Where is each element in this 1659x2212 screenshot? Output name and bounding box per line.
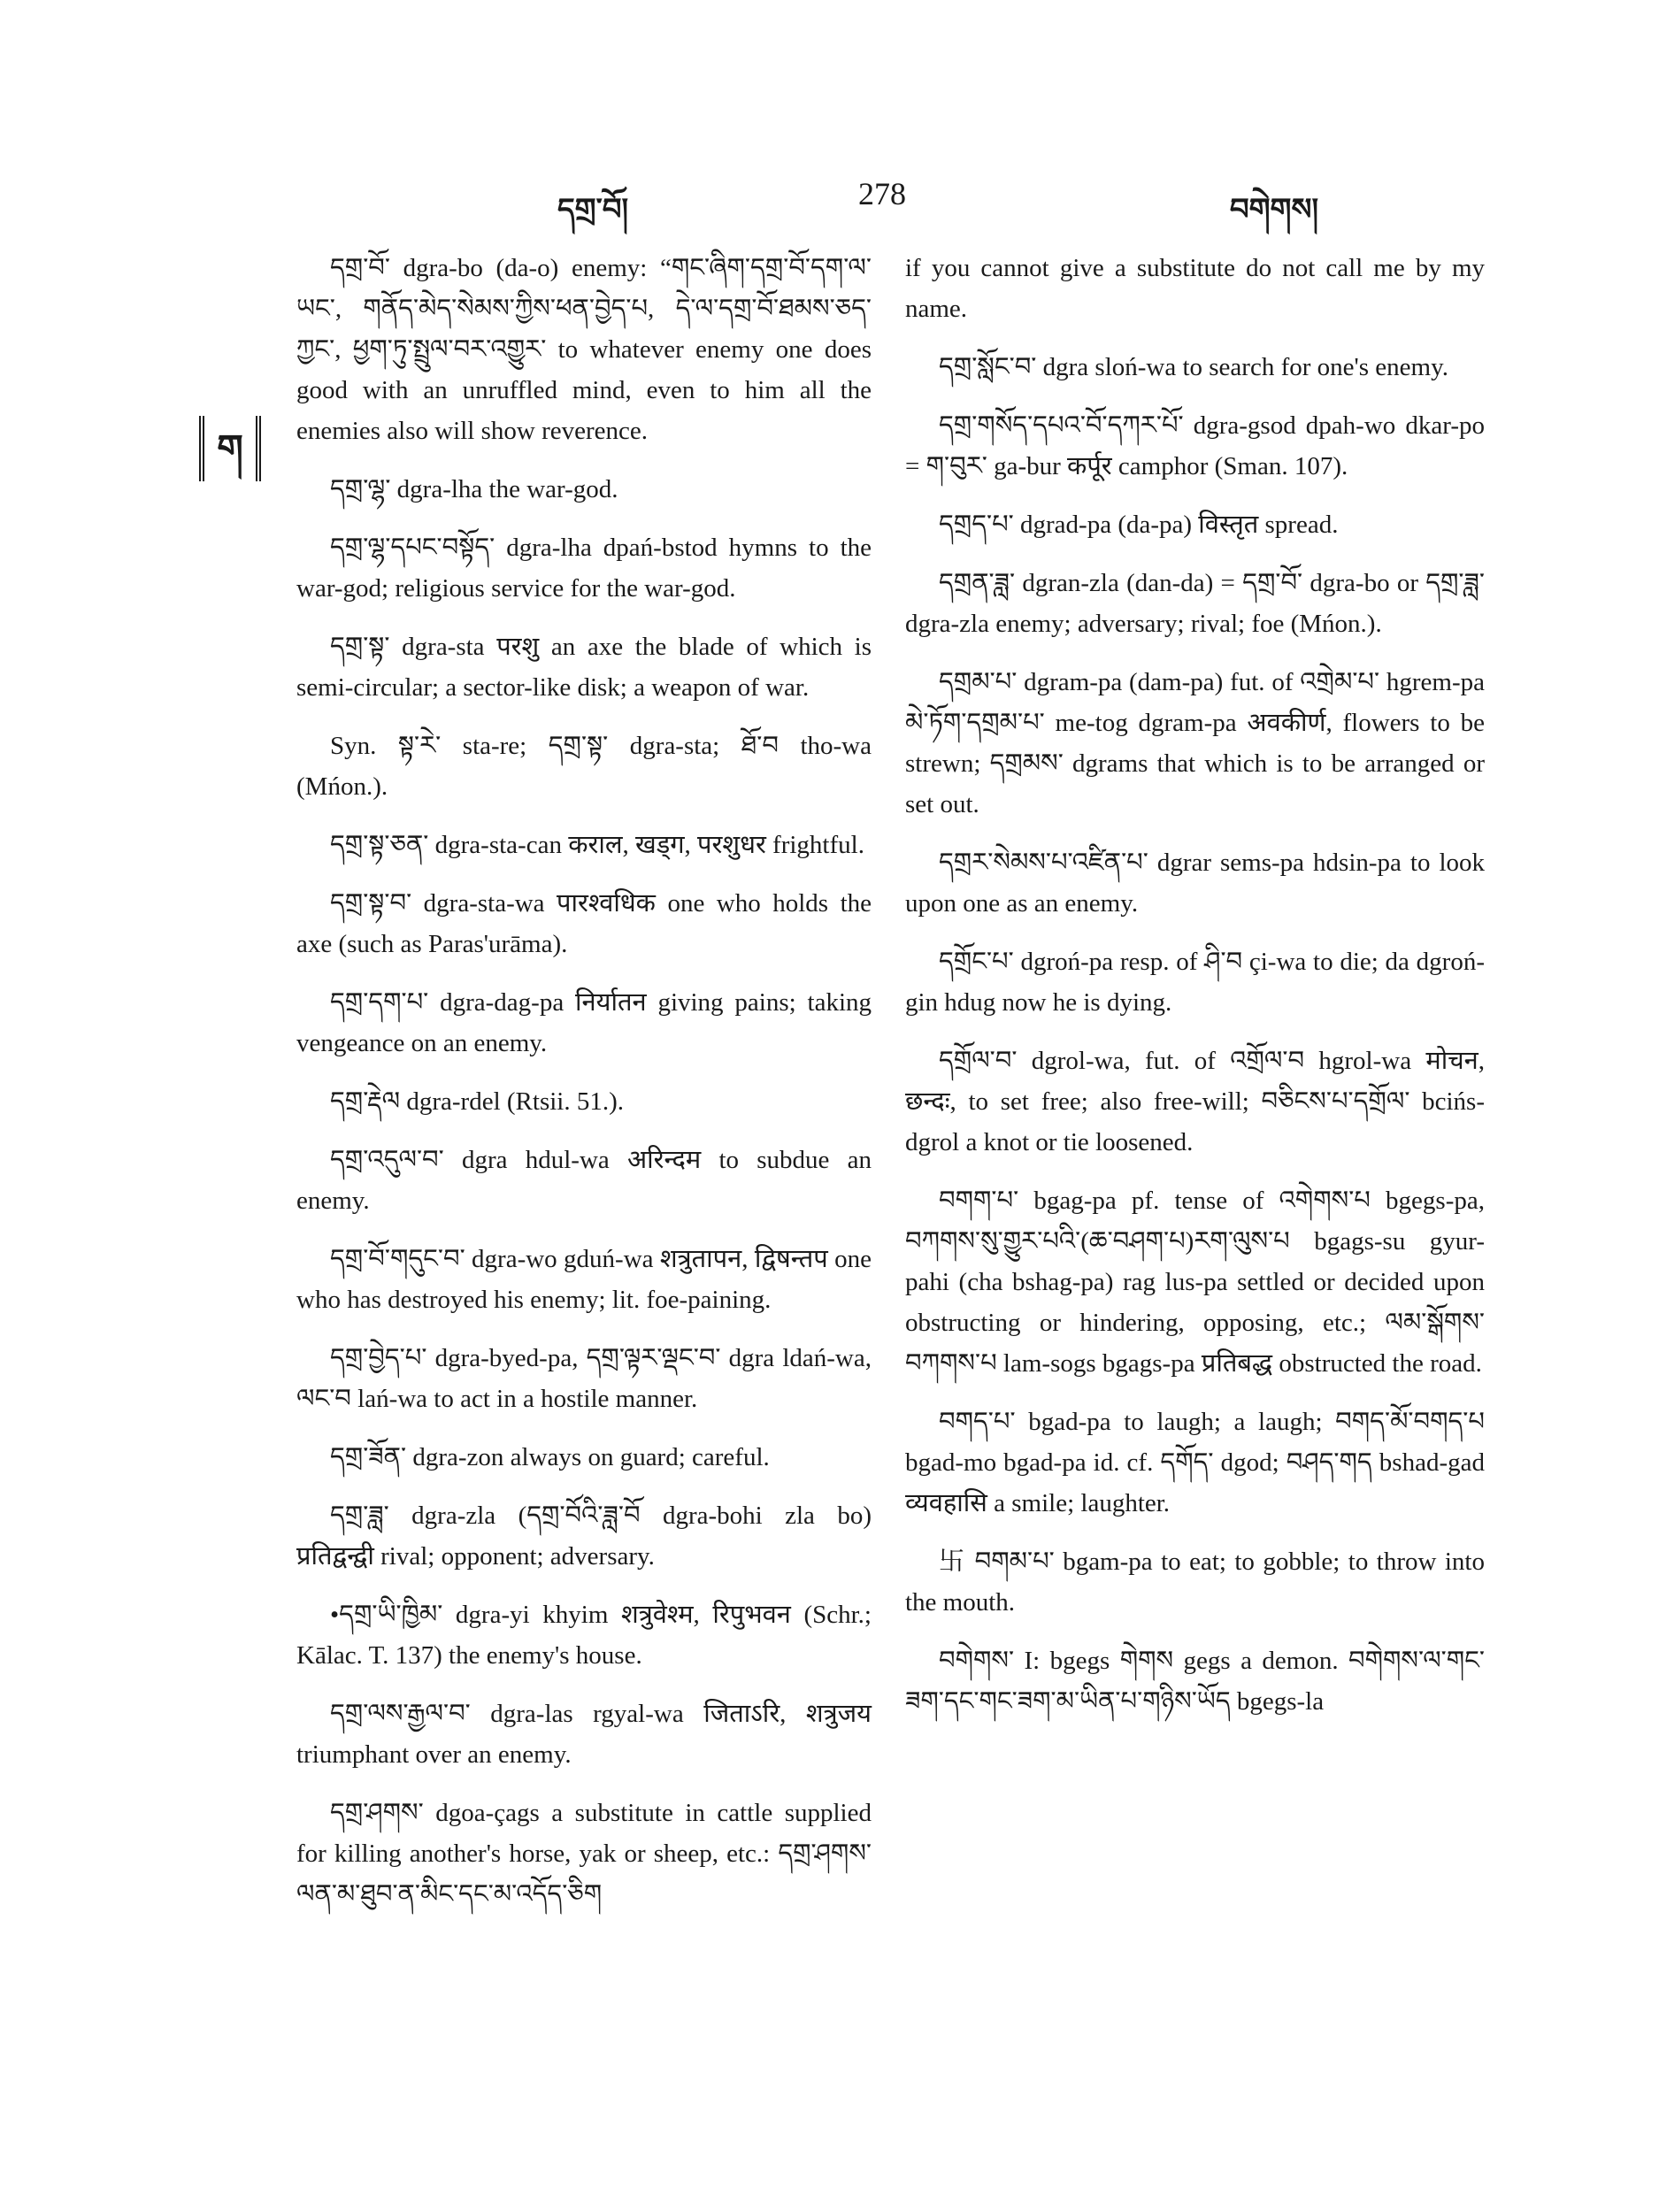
entry-dgra-hdul-wa: དགྲ་འདུལ་བ་ dgra hdul-wa अरिन्दम to subdue an enemy.: [296, 1146, 872, 1215]
entry-dgra-lha: དགྲ་ལྷ་ dgra-lha the war-god.: [330, 475, 618, 503]
entry-dgrar-sems-pa: དགྲར་སེམས་པ་འཛིན་པ་ dgrar sems-pa hdsin-pa to look upon one as an enemy.: [905, 849, 1485, 918]
entry-dgra-rdel: དགྲ་རྡེལ dgra-rdel (Rtsii. 51.).: [330, 1087, 624, 1116]
entry-bgag-pa: བགག་པ་ bgag-pa pf. tense of འགེགས་པ bgegs-pa, བཀགས་སུ་གྱུར་པའི་(ཆ་བཤག་པ)རག་ལུས་པ bgags-su gyur-pahi (cha bshag-pa) rag lus-pa settled or decided upon obstructing or hindering, opposing, etc.; ལམ་སྒོགས་བཀགས་པ lam-sogs bgags-pa प्रतिबद्ध obstructed the road.: [905, 1187, 1485, 1378]
entry-dgra-sta-can: དགྲ་སྟ་ཅན་ dgra-sta-can कराल, खड्ग, परशुधर frightful.: [330, 831, 864, 859]
header-right-word: བགེགས།: [1229, 192, 1318, 227]
entry-dgra-sta-wa: དགྲ་སྟ་བ་ dgra-sta-wa पारश्वधिक one who holds the axe (such as Paras'urāma).: [296, 889, 872, 958]
entry-dgra-zla: དགྲ་ཟླ་ dgra-zla (དགྲ་བོའི་ཟླ་བོ dgra-bohi zla bo) प्रतिद्वन्द्वी rival; opponent; adversary.: [296, 1502, 872, 1571]
left-column: [296, 248, 872, 1932]
margin-thumb-index: ག: [199, 416, 261, 481]
entry-dgran-zla: དགྲན་ཟླ་ dgran-zla (dan-da) = དགྲ་བོ་ dgra-bo or དགྲ་ཟླ་ dgra-zla enemy; adversary; rival; foe (Mńon.).: [905, 569, 1485, 638]
entry-dgra-gsod: དགྲ་གསོད་དཔའ་བོ་དཀར་པོ་ dgra-gsod dpah-wo dkar-po = ག་བུར་ ga-bur कर्पूर camphor (Sman. 107).: [905, 411, 1485, 480]
entry-dgra-byed-pa: དགྲ་བྱེད་པ་ dgra-byed-pa, དགྲ་ལྟར་ལྡང་བ་ dgra ldań-wa, ལང་བ lań-wa to act in a hostile manner.: [296, 1344, 872, 1413]
entry-continuation: if you cannot give a substitute do not call me by my name.: [905, 254, 1485, 323]
right-column: [905, 248, 1485, 1740]
entry-bgegs: བགེགས་ I: bgegs གེགས gegs a demon. བགེགས་ལ་གང་ཟག་དང་གང་ཟག་མ་ཡིན་པ་གཉིས་ཡོད bgegs-la: [905, 1647, 1485, 1716]
header-left-word: དགྲ་བོ།: [557, 192, 629, 227]
entry-dgra-las-rgyal-wa: དགྲ་ལས་རྒྱལ་བ་ dgra-las rgyal-wa जिताऽरि, शत्रुजय triumphant over an enemy.: [296, 1700, 872, 1769]
entry-dgram-pa: དགྲམ་པ་ dgram-pa (dam-pa) fut. of འགྲེམ་པ་ hgrem-pa མེ་ཏོག་དགྲམ་པ་ me-tog dgram-pa अवकीर्ण, flowers to be strewn; དགྲམས་ dgrams that which is to be arranged or set out.: [905, 668, 1485, 818]
entry-dgra-dag-pa: དགྲ་དག་པ་ dgra-dag-pa निर्यातन giving pains; taking vengeance on an enemy.: [296, 988, 872, 1057]
entry-bgam-pa: 卐 བགམ་པ་ bgam-pa to eat; to gobble; to throw into the mouth.: [905, 1548, 1485, 1617]
entry-bgad-pa: བགད་པ་ bgad-pa to laugh; a laugh; བགད་མོ་བགད་པ bgad-mo bgad-pa id. cf. དགོད་ dgod; བཤད་གད bshad-gad व्यवहासि a smile; laughter.: [905, 1408, 1485, 1517]
entry-dgra-zon: དགྲ་ཟོན་ dgra-zon always on guard; careful.: [330, 1443, 770, 1471]
entry-dgra-sta: དགྲ་སྟ་ dgra-sta परशु an axe the blade of which is semi-circular; a sector-like disk; a weapon of war.: [296, 633, 872, 702]
page-number: 278: [858, 176, 906, 211]
entry-dgron-pa: དགྲོང་པ་ dgroń-pa resp. of ཤི་བ çi-wa to die; da dgroń-gin hdug now he is dying.: [905, 948, 1485, 1017]
running-head: [292, 175, 1318, 228]
entry-dgra-bo: དགྲ་བོ་ dgra-bo (da-o) enemy: “གང་ཞིག་དགྲ་བོ་དག་ལ་ཡང་, གནོད་མེད་སེམས་ཀྱིས་ཕན་བྱེད་པ, དེ་ལ་དགྲ་བོ་ཐམས་ཅད་ཀྱང་, ཕྱག་ཏུ་སྤྲུལ་བར་འགྱུར་ to whatever enemy one does good with an unruffled mind, even to him all the enemies also will show reverence.: [296, 254, 872, 445]
entry-dgrad-pa: དགྲད་པ་ dgrad-pa (da-pa) विस्तृत spread.: [939, 511, 1339, 539]
entry-syn: Syn. སྟ་རེ་ sta-re; དགྲ་སྟ་ dgra-sta; ཐོ་བ tho-wa (Mńon.).: [296, 732, 872, 801]
entry-dgra-yi-khyim: •དགྲ་ཡི་ཁྱིམ་ dgra-yi khyim शत्रुवेश्म, रिपुभवन (Schr.; Kālac. T. 137) the enemy's house.: [296, 1601, 872, 1670]
entry-dgra-lha-dpan-bstod: དགྲ་ལྷ་དཔང་བསྟོད་ dgra-lha dpań-bstod hymns to the war-god; religious service for the war-god.: [296, 534, 872, 603]
entry-dgra-slon-wa: དགྲ་སློང་བ་ dgra sloń-wa to search for one's enemy.: [939, 353, 1448, 381]
entry-dgra-wo-gdun-wa: དགྲ་བོ་གདུང་བ་ dgra-wo gduń-wa शत्रुतापन, द्विषन्तप one who has destroyed his enemy; lit. foe-paining.: [296, 1245, 872, 1314]
entry-dgoa-cags: དགྲ་ཤགས་ dgoa-çags a substitute in cattle supplied for killing another's horse, yak or sheep, etc.: དགྲ་ཤགས་ལན་མ་ཐུབ་ན་མིང་དང་མ་འདོད་ཅིག: [296, 1799, 872, 1909]
entry-dgrol-wa: དགྲོལ་བ་ dgrol-wa, fut. of འགྲོལ་བ hgrol-wa मोचन, छन्दः, to set free; also free-will; བཅིངས་པ་དགྲོལ་ bcińs-dgrol a knot or tie loosened.: [905, 1047, 1485, 1156]
